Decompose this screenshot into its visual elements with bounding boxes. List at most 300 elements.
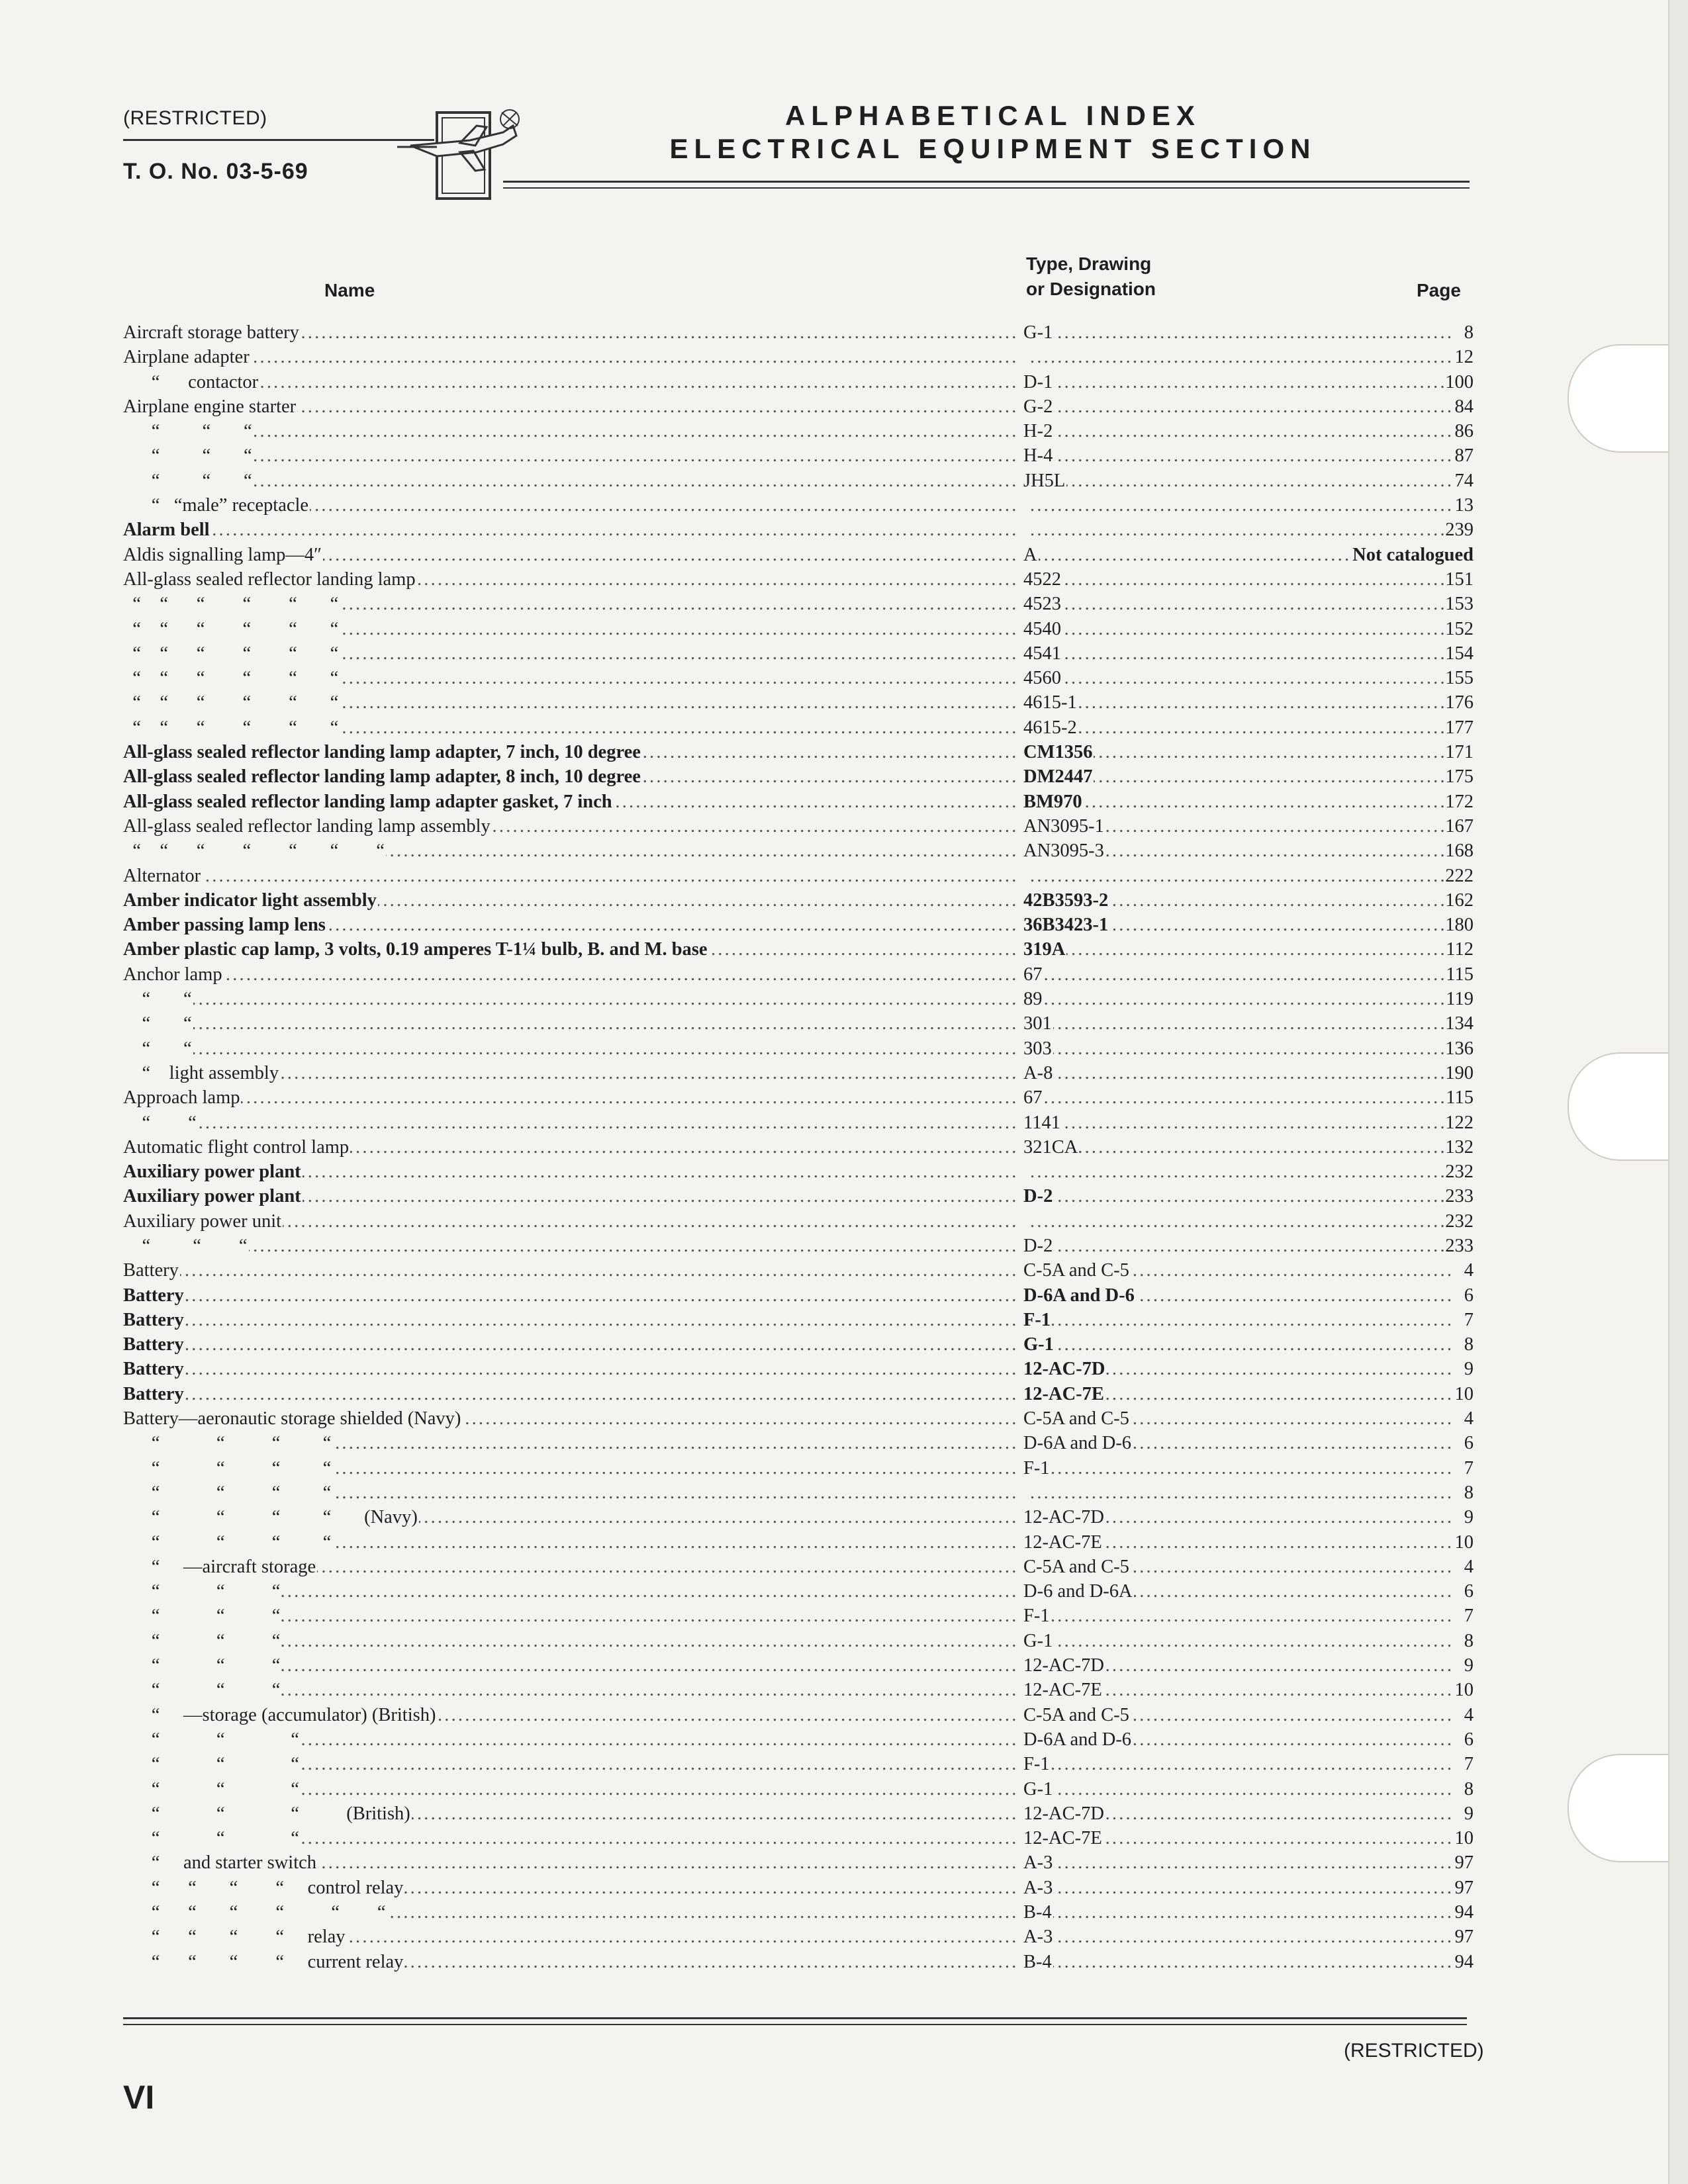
index-entry [123, 1234, 1474, 1258]
dot-leader [1030, 1160, 1454, 1184]
column-header-page: Page [1417, 280, 1461, 300]
entry-name: “ “ [123, 1038, 192, 1059]
index-entry [123, 1061, 1474, 1085]
index-entry [123, 543, 1474, 567]
dot-leader [1030, 1604, 1454, 1628]
entry-name: “ “ “ [123, 1235, 248, 1256]
entry-page: 10 [1454, 1678, 1474, 1702]
index-entry [123, 1209, 1474, 1234]
entry-page: 86 [1454, 419, 1474, 443]
index-entry [123, 493, 1474, 518]
header-double-rule-bottom [503, 187, 1470, 189]
index-entry [123, 937, 1474, 962]
index-entry [123, 1826, 1474, 1850]
entry-name: Anchor lamp [123, 964, 222, 985]
dot-leader [1030, 690, 1454, 715]
title-line-2: ELECTRICAL EQUIPMENT SECTION [669, 133, 1317, 164]
entry-page: 122 [1444, 1111, 1474, 1135]
entry-page: 97 [1454, 1850, 1474, 1875]
entry-designation: C-5A and C-5 [1022, 1703, 1131, 1727]
entry-designation: G-1 [1022, 320, 1054, 345]
entry-designation: 89 [1022, 987, 1044, 1011]
entry-designation: 12-AC-7D [1022, 1505, 1105, 1529]
entry-page: 154 [1444, 641, 1474, 666]
page-title [662, 99, 1324, 165]
entry-page: 239 [1444, 518, 1474, 542]
entry-page: 84 [1454, 394, 1474, 419]
entry-designation: AN3095-1 [1022, 814, 1105, 839]
title-line-1: ALPHABETICAL INDEX [785, 100, 1201, 131]
dot-leader [1030, 1011, 1454, 1036]
entry-designation: A-3 [1022, 1925, 1054, 1949]
entry-page: 6 [1463, 1727, 1474, 1752]
entry-designation: A [1022, 543, 1039, 567]
dot-leader [1030, 617, 1454, 641]
dot-leader [1030, 567, 1454, 592]
index-entry [123, 320, 1474, 345]
index-list [123, 320, 1474, 1974]
index-entry [123, 814, 1474, 839]
header-double-rule-top [503, 181, 1470, 183]
entry-page: 151 [1444, 567, 1474, 592]
entry-page: 10 [1454, 1382, 1474, 1406]
entry-page: 190 [1444, 1061, 1474, 1085]
entry-name: Aircraft storage battery [123, 322, 299, 343]
entry-page: 134 [1444, 1011, 1474, 1036]
entry-name: “ “ “ “ [123, 1531, 332, 1553]
dot-leader [1030, 937, 1454, 962]
dot-leader [1030, 394, 1454, 419]
restricted-marking-bottom: (RESTRICTED) [1344, 2040, 1484, 2062]
index-entry [123, 1308, 1474, 1332]
entry-name: “ “ “ [123, 1581, 281, 1602]
index-entry [123, 1850, 1474, 1875]
index-entry [123, 764, 1474, 789]
column-header-type-line-2: or Designation [1026, 279, 1156, 299]
entry-name: Battery [123, 1260, 179, 1281]
entry-page: 177 [1444, 715, 1474, 740]
index-entry [123, 1382, 1474, 1406]
entry-page: 97 [1454, 1876, 1474, 1900]
dot-leader [1030, 469, 1454, 493]
entry-page: 119 [1444, 987, 1474, 1011]
entry-name: Approach lamp [123, 1087, 240, 1109]
binder-hole-top [1568, 344, 1668, 453]
entry-name: “ “ “ [123, 1680, 281, 1701]
entry-designation: G-1 [1022, 1777, 1054, 1801]
entry-name: Airplane adapter [123, 347, 250, 368]
entry-page: 233 [1444, 1184, 1474, 1208]
dot-leader [1030, 320, 1454, 345]
entry-designation: 4540 [1022, 617, 1062, 641]
entry-name: “ “ “ “ “ “ [123, 1902, 386, 1923]
entry-name: Auxiliary power plant [123, 1186, 301, 1207]
dot-leader [1030, 518, 1454, 542]
entry-name: Battery [123, 1309, 184, 1330]
entry-page: 6 [1463, 1431, 1474, 1455]
index-entry [123, 790, 1474, 814]
entry-page: 175 [1444, 764, 1474, 789]
dot-leader [1030, 1085, 1454, 1110]
entry-name: “ contactor [123, 371, 259, 392]
index-entry [123, 962, 1474, 987]
entry-name: “ “ “ “ “ “ [123, 717, 339, 738]
dot-leader [1030, 370, 1454, 394]
entry-designation: B-4 [1022, 1950, 1053, 1974]
entry-page: 4 [1463, 1555, 1474, 1579]
column-header-type [1026, 251, 1156, 302]
entry-name: “ “ “ “ [123, 1457, 332, 1479]
entry-designation: D-2 [1022, 1234, 1054, 1258]
dot-leader [1030, 1876, 1454, 1900]
aircraft-emblem-icon [397, 99, 530, 212]
entry-designation: 67 [1022, 962, 1044, 987]
dot-leader [1030, 864, 1454, 888]
index-entry [123, 987, 1474, 1011]
entry-designation: D-6A and D-6 [1022, 1727, 1133, 1752]
entry-page: 8 [1463, 1332, 1474, 1357]
entry-page: 10 [1454, 1530, 1474, 1555]
entry-page: 6 [1463, 1579, 1474, 1604]
entry-page: 171 [1444, 740, 1474, 764]
entry-designation: C-5A and C-5 [1022, 1406, 1131, 1431]
entry-page: 233 [1444, 1234, 1474, 1258]
entry-page: 132 [1444, 1135, 1474, 1160]
entry-name: Auxiliary power unit [123, 1210, 282, 1232]
index-entry [123, 345, 1474, 369]
index-entry [123, 1900, 1474, 1925]
entry-name: All-glass sealed reflector landing lamp [123, 569, 416, 590]
index-entry [123, 1629, 1474, 1653]
index-entry [123, 839, 1474, 863]
entry-page: 7 [1463, 1752, 1474, 1776]
entry-name: “ “ “ [123, 1778, 299, 1799]
entry-designation: D-6 and D-6A [1022, 1579, 1134, 1604]
entry-name: “ “ “ “ “ “ [123, 618, 339, 639]
entry-page: 232 [1444, 1160, 1474, 1184]
entry-name: “ “ “ “ [123, 1482, 332, 1503]
entry-designation: 4522 [1022, 567, 1062, 592]
entry-page: 12 [1454, 345, 1474, 369]
entry-name: “ —aircraft storage [123, 1556, 316, 1577]
index-entry [123, 1555, 1474, 1579]
index-entry [123, 1357, 1474, 1381]
entry-designation: 4615-1 [1022, 690, 1078, 715]
entry-page: 152 [1444, 617, 1474, 641]
index-entry [123, 419, 1474, 443]
entry-name: Aldis signalling lamp—4″ [123, 544, 322, 565]
entry-page: 176 [1444, 690, 1474, 715]
entry-name: Alternator [123, 865, 201, 886]
entry-page: 167 [1444, 814, 1474, 839]
index-entry [123, 641, 1474, 666]
entry-designation: F-1 [1022, 1752, 1051, 1776]
entry-page: 153 [1444, 592, 1474, 616]
index-entry [123, 1135, 1474, 1160]
entry-page: 9 [1463, 1357, 1474, 1381]
entry-page: 162 [1444, 888, 1474, 913]
index-entry [123, 1604, 1474, 1628]
entry-page: 180 [1444, 913, 1474, 937]
entry-page: 9 [1463, 1653, 1474, 1678]
index-entry [123, 592, 1474, 616]
entry-designation: 42B3593-2 [1022, 888, 1109, 913]
entry-designation: DM2447 [1022, 764, 1094, 789]
entry-page: Not catalogued [1351, 543, 1474, 567]
entry-designation: 301 [1022, 1011, 1053, 1036]
dot-leader [1030, 715, 1454, 740]
entry-page: 4 [1463, 1406, 1474, 1431]
index-entry [123, 567, 1474, 592]
entry-designation: 36B3423-1 [1022, 913, 1109, 937]
index-entry [123, 394, 1474, 419]
entry-page: 13 [1454, 493, 1474, 518]
index-entry [123, 443, 1474, 468]
entry-designation: 321CA [1022, 1135, 1079, 1160]
entry-page: 222 [1444, 864, 1474, 888]
entry-page: 4 [1463, 1258, 1474, 1283]
page-number: VI [123, 2079, 155, 2116]
dot-leader [1030, 345, 1454, 369]
entry-designation: G-1 [1022, 1332, 1055, 1357]
entry-name: “ “ “ [123, 1828, 299, 1849]
index-entry [123, 1653, 1474, 1678]
index-entry [123, 1283, 1474, 1308]
entry-name: “ —storage (accumulator) (British) [123, 1704, 436, 1725]
index-entry [123, 1456, 1474, 1480]
entry-name: Amber plastic cap lamp, 3 volts, 0.19 amperes T-1¼ bulb, B. and M. base [123, 939, 708, 960]
entry-name: “ “ [123, 989, 192, 1010]
dot-leader [1030, 1111, 1454, 1135]
entry-page: 9 [1463, 1801, 1474, 1826]
technical-order-number: T. O. No. 03-5-69 [123, 159, 308, 184]
index-entry [123, 469, 1474, 493]
entry-designation: 12-AC-7E [1022, 1530, 1103, 1555]
entry-name: Battery [123, 1359, 184, 1380]
dot-leader [1030, 666, 1454, 690]
index-entry [123, 1258, 1474, 1283]
entry-designation: 319A [1022, 937, 1066, 962]
index-entry [123, 1036, 1474, 1061]
dot-leader [1030, 1308, 1454, 1332]
entry-name: “ “ “ “ current relay [123, 1951, 404, 1972]
dot-leader [1030, 1209, 1454, 1234]
entry-name: All-glass sealed reflector landing lamp adapter, 8 inch, 10 degree [123, 766, 641, 788]
dot-leader [1030, 1234, 1454, 1258]
entry-page: 115 [1444, 1085, 1474, 1110]
entry-name: “ “ “ “ “ “ “ [123, 841, 385, 862]
index-entry [123, 1876, 1474, 1900]
entry-page: 172 [1444, 790, 1474, 814]
entry-designation: B-4 [1022, 1900, 1053, 1925]
entry-name: “ “ “ [123, 1729, 299, 1750]
index-entry [123, 1579, 1474, 1604]
entry-name: “ “male” receptacle [123, 495, 309, 516]
entry-name: “ “ [123, 1013, 192, 1034]
dot-leader [1030, 1184, 1454, 1208]
entry-page: 8 [1463, 320, 1474, 345]
index-entry [123, 1406, 1474, 1431]
entry-designation: A-3 [1022, 1876, 1054, 1900]
dot-leader [1030, 1925, 1454, 1949]
entry-name: “ “ [123, 1112, 197, 1133]
entry-name: All-glass sealed reflector landing lamp adapter, 7 inch, 10 degree [123, 742, 641, 763]
footer-rule-top [123, 2017, 1467, 2019]
entry-page: 94 [1454, 1900, 1474, 1925]
entry-designation: 12-AC-7E [1022, 1678, 1103, 1702]
entry-designation: A-3 [1022, 1850, 1054, 1875]
entry-designation: AN3095-3 [1022, 839, 1105, 863]
dot-leader [1030, 962, 1454, 987]
header-rule [123, 139, 434, 141]
entry-name: All-glass sealed reflector landing lamp adapter gasket, 7 inch [123, 791, 612, 812]
entry-page: 7 [1463, 1456, 1474, 1480]
entry-designation: H-2 [1022, 419, 1054, 443]
entry-designation: 67 [1022, 1085, 1044, 1110]
entry-designation: H-4 [1022, 443, 1054, 468]
entry-name: Amber passing lamp lens [123, 915, 326, 936]
entry-page: 155 [1444, 666, 1474, 690]
dot-leader [1030, 1629, 1454, 1653]
entry-designation: G-2 [1022, 394, 1054, 419]
entry-name: Airplane engine starter [123, 396, 297, 417]
dot-leader [1030, 1332, 1454, 1357]
entry-designation: F-1 [1022, 1456, 1051, 1480]
index-entry [123, 1950, 1474, 1974]
entry-designation: 4541 [1022, 641, 1062, 666]
entry-name: Auxiliary power plant [123, 1161, 301, 1183]
entry-designation: D-2 [1022, 1184, 1054, 1208]
dot-leader [1030, 1900, 1454, 1925]
dot-leader [1030, 1456, 1454, 1480]
entry-page: 8 [1463, 1777, 1474, 1801]
entry-name: “ “ “ [123, 445, 252, 467]
entry-page: 232 [1444, 1209, 1474, 1234]
index-entry [123, 1703, 1474, 1727]
entry-page: 136 [1444, 1036, 1474, 1061]
dot-leader [1030, 1850, 1454, 1875]
index-entry [123, 690, 1474, 715]
dot-leader [1030, 493, 1454, 518]
dot-leader [1030, 987, 1454, 1011]
entry-page: 74 [1454, 469, 1474, 493]
entry-name: “ “ “ “ control relay [123, 1877, 404, 1898]
entry-name: “ “ “ (British) [123, 1803, 410, 1824]
entry-designation: D-6A and D-6 [1022, 1431, 1133, 1455]
column-header-type-line-1: Type, Drawing [1026, 253, 1152, 274]
entry-designation: BM970 [1022, 790, 1084, 814]
entry-name: All-glass sealed reflector landing lamp assembly [123, 815, 491, 837]
index-entry [123, 1332, 1474, 1357]
index-entry [123, 1505, 1474, 1529]
entry-page: 87 [1454, 443, 1474, 468]
index-entry [123, 913, 1474, 937]
dot-leader [1030, 1480, 1454, 1505]
index-entry [123, 715, 1474, 740]
entry-designation: 12-AC-7D [1022, 1357, 1106, 1381]
dot-leader [1030, 1950, 1454, 1974]
entry-name: “ “ “ [123, 1630, 281, 1651]
index-entry [123, 864, 1474, 888]
entry-designation: C-5A and C-5 [1022, 1258, 1131, 1283]
entry-name: “ “ “ “ “ “ [123, 668, 339, 689]
entry-designation: 12-AC-7E [1022, 1826, 1103, 1850]
index-entry [123, 666, 1474, 690]
index-entry [123, 1480, 1474, 1505]
entry-page: 8 [1463, 1629, 1474, 1653]
entry-designation: 12-AC-7E [1022, 1382, 1105, 1406]
entry-name: “ “ “ “ “ “ [123, 594, 339, 615]
entry-name: Battery [123, 1334, 184, 1355]
entry-name: “ “ “ [123, 421, 252, 442]
index-entry [123, 1801, 1474, 1826]
entry-page: 10 [1454, 1826, 1474, 1850]
entry-page: 115 [1444, 962, 1474, 987]
entry-name: Alarm bell [123, 520, 210, 541]
entry-designation: 303 [1022, 1036, 1053, 1061]
entry-designation: D-1 [1022, 370, 1054, 394]
entry-page: 9 [1463, 1505, 1474, 1529]
entry-designation: CM1356 [1022, 740, 1094, 764]
entry-name: Battery—aeronautic storage shielded (Navy) [123, 1408, 461, 1430]
entry-page: 97 [1454, 1925, 1474, 1949]
entry-page: 112 [1444, 937, 1474, 962]
entry-name: “ “ “ “ “ “ [123, 692, 339, 713]
column-header-name: Name [324, 280, 375, 300]
index-entry [123, 1431, 1474, 1455]
entry-designation: D-6A and D-6 [1022, 1283, 1136, 1308]
index-entry [123, 1111, 1474, 1135]
entry-designation: 4523 [1022, 592, 1062, 616]
binder-hole-bottom [1568, 1754, 1668, 1862]
entry-name: “ “ “ [123, 1655, 281, 1676]
index-entry [123, 1678, 1474, 1702]
index-entry [123, 1184, 1474, 1208]
entry-name: “ “ “ “ relay [123, 1927, 346, 1948]
dot-leader [1030, 1777, 1454, 1801]
index-entry [123, 888, 1474, 913]
restricted-marking-top: (RESTRICTED) [123, 107, 267, 129]
index-entry [123, 1085, 1474, 1110]
entry-name: “ “ “ “ (Navy) [123, 1507, 418, 1528]
dot-leader [1030, 1061, 1454, 1085]
entry-designation: 12-AC-7D [1022, 1653, 1105, 1678]
entry-page: 4 [1463, 1703, 1474, 1727]
entry-page: 7 [1463, 1604, 1474, 1628]
entry-designation: F-1 [1022, 1604, 1051, 1628]
entry-name: Amber indicator light assembly [123, 889, 377, 911]
entry-designation: 12-AC-7D [1022, 1801, 1105, 1826]
entry-designation: 4560 [1022, 666, 1062, 690]
entry-name: “ “ “ [123, 470, 252, 491]
entry-name: “ “ “ [123, 1754, 299, 1775]
index-entry [123, 740, 1474, 764]
entry-designation: JH5L [1022, 469, 1066, 493]
entry-designation: 4615-2 [1022, 715, 1078, 740]
entry-name: Battery [123, 1285, 184, 1306]
index-entry [123, 617, 1474, 641]
entry-name: Battery [123, 1383, 184, 1404]
index-entry [123, 370, 1474, 394]
entry-page: 168 [1444, 839, 1474, 863]
entry-name: “ “ “ [123, 1606, 281, 1627]
dot-leader [1030, 592, 1454, 616]
dot-leader [1030, 443, 1454, 468]
entry-name: “ “ “ “ “ “ [123, 643, 339, 664]
dot-leader [1030, 1752, 1454, 1776]
entry-page: 6 [1463, 1283, 1474, 1308]
entry-designation: C-5A and C-5 [1022, 1555, 1131, 1579]
